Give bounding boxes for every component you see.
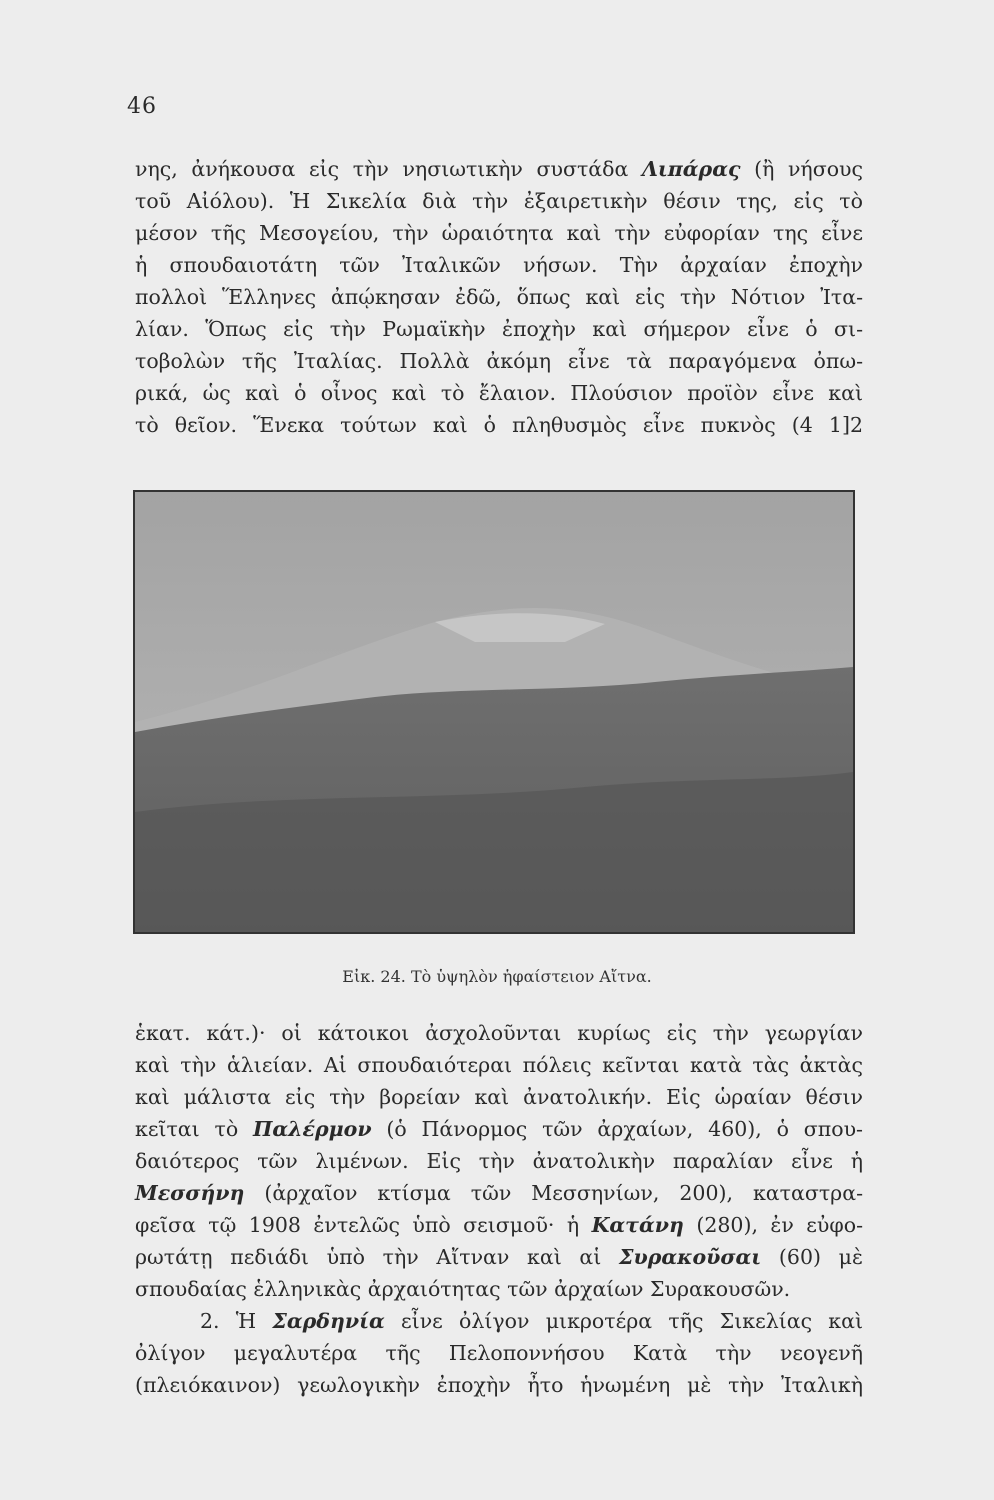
page-number: 46: [127, 94, 157, 119]
text-line: καὶ μάλιστα εἰς τὴν βορείαν καὶ ἀνατολικήν. Εἰς ὡραίαν θέσιν: [135, 1085, 863, 1109]
text-line: φεῖσα τῷ 1908 ἐντελῶς ὑπὸ σεισμοῦ· ἡ Κατάνη (280), ἐν εὐφο-: [135, 1213, 864, 1237]
text-line: νης, ἀνήκουσα εἰς τὴν νησιωτικὴν συστάδα Λιπάρας (ἢ νήσους: [135, 157, 863, 181]
text-line: κεῖται τὸ Παλέρμον (ὁ Πάνορμος τῶν ἀρχαίων, 460), ὁ σπου-: [135, 1117, 863, 1141]
place-name-palermo: Παλέρμον: [253, 1117, 372, 1141]
text-line: ρωτάτῃ πεδιάδι ὑπὸ τὴν Αἴτναν καὶ αἱ Συρακοῦσαι (60) μὲ: [135, 1245, 864, 1269]
paragraph-1: [135, 153, 863, 441]
text-line: μέσον τῆς Μεσογείου, τὴν ὡραιότητα καὶ τὴν εὐφορίαν της εἶνε: [135, 221, 863, 245]
text-line: λίαν. Ὅπως εἰς τὴν Ρωμαϊκὴν ἐποχὴν καὶ σήμερον εἶνε ὁ σι-: [135, 317, 863, 341]
text-line: πολλοὶ Ἕλληνες ἀπῴκησαν ἐδῶ, ὅπως καὶ εἰς τὴν Νότιον Ἰτα-: [135, 285, 863, 309]
place-name-messina: Μεσσήνη: [135, 1181, 245, 1205]
figure-caption: Εἰκ. 24. Τὸ ὑψηλὸν ἡφαίστειον Αἴτνα.: [342, 967, 652, 986]
place-name-sardinia: Σαρδηνία: [272, 1309, 385, 1333]
text-line: (πλειόκαινον) γεωλογικὴν ἐποχὴν ἦτο ἡνωμένη μὲ τὴν Ἰταλικὴ: [135, 1373, 863, 1397]
etna-photograph: [133, 490, 855, 934]
text-line: δαιότερος τῶν λιμένων. Εἰς τὴν ἀνατολικὴν παραλίαν εἶνε ἡ: [135, 1149, 863, 1173]
text-line: 2. Ἡ Σαρδηνία εἶνε ὀλίγον μικροτέρα τῆς Σικελίας καὶ: [135, 1309, 863, 1333]
paragraph-2: [135, 1017, 863, 1401]
text-line: ὀλίγον μεγαλυτέρα τῆς Πελοποννήσου Κατὰ τὴν νεογενῆ: [135, 1341, 863, 1365]
text-line: ἑκατ. κάτ.)· οἱ κάτοικοι ἀσχολοῦνται κυρίως εἰς τὴν γεωργίαν: [135, 1021, 863, 1045]
text-line: τοβολὼν τῆς Ἰταλίας. Πολλὰ ἀκόμη εἶνε τὰ παραγόμενα ὀπω-: [135, 349, 863, 373]
place-name-liparas: Λιπάρας: [641, 157, 741, 181]
text-line: ρικά, ὡς καὶ ὁ οἶνος καὶ τὸ ἔλαιον. Πλούσιον προϊὸν εἶνε καὶ: [135, 381, 863, 405]
landscape-image: [135, 492, 853, 932]
text-line: Μεσσήνη (ἀρχαῖον κτίσμα τῶν Μεσσηνίων, 200), καταστρα-: [135, 1181, 863, 1205]
text-line: καὶ τὴν ἁλιείαν. Αἱ σπουδαιότεραι πόλεις κεῖνται κατὰ τὰς ἀκτὰς: [135, 1053, 863, 1077]
text-line: τοῦ Αἰόλου). Ἡ Σικελία διὰ τὴν ἐξαιρετικὴν θέσιν της, εἰς τὸ: [135, 189, 863, 213]
text-line: ἡ σπουδαιοτάτη τῶν Ἰταλικῶν νήσων. Τὴν ἀρχαίαν ἐποχὴν: [135, 253, 863, 277]
text-line: σπουδαίας ἑλληνικὰς ἀρχαιότητας τῶν ἀρχαίων Συρακουσῶν.: [135, 1277, 791, 1301]
place-name-syracuse: Συρακοῦσαι: [619, 1245, 762, 1269]
place-name-catania: Κατάνη: [591, 1213, 684, 1237]
text-line: τὸ θεῖον. Ἕνεκα τούτων καὶ ὁ πληθυσμὸς εἶνε πυκνὸς (4 1]2: [135, 413, 863, 437]
